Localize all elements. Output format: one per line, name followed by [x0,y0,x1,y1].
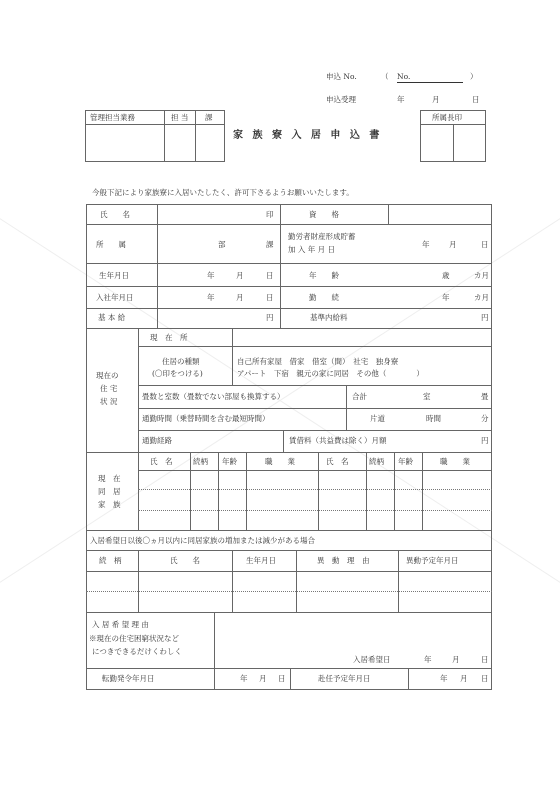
intro-text: 今般下記により家族寮に入居いたしたく、許可下さるようお願いいたします。 [92,188,354,197]
qualification-label: 資 格 [309,210,339,219]
commute-one-way: 片道 [370,414,385,423]
family-col-relation-2: 続柄 [369,457,384,466]
family-col-job-2: 職 業 [440,457,470,466]
base-internal-label: 基準内給料 [310,313,348,322]
leave-month: 月 [460,674,468,683]
base-salary-yen: 円 [266,313,274,322]
reason-label-1: 入 居 希 望 理 由 [92,620,149,629]
change-col-relation: 続 柄 [99,556,122,565]
change-col-planned: 異動予定年月日 [406,556,459,565]
route-field[interactable] [200,431,282,451]
join-month: 月 [236,293,244,302]
reason-field[interactable] [215,613,491,651]
housing-side-label-1: 現在の [96,371,119,380]
family-side-label-2: 同 居 [98,487,121,496]
savings-year: 年 [422,240,430,249]
dept-unit: 部 [218,240,226,249]
application-no-label: 申込 No. [326,72,357,81]
join-day: 日 [266,293,274,302]
desired-month: 月 [452,655,460,664]
join-year: 年 [207,293,215,302]
change-note: 入居希望日以後〇ヵ月以内に同居家族の増加または減少がある場合 [90,536,315,545]
housing-side-label-3: 状 況 [100,397,118,406]
rooms-total-label: 合計 [352,392,367,401]
application-no-field[interactable]: No. [397,72,463,83]
rooms-label: 畳数と室数（畳数でない部屋も換算する） [142,392,285,401]
family-col-age-2: 年齢 [398,457,413,466]
name-field[interactable] [158,205,268,223]
change-col-reason: 異 動 理 由 [317,556,370,565]
housing-side-label-2: 住 宅 [100,384,118,393]
housing-type-label-1: 住居の種類 [162,357,200,366]
dept-head-stamp[interactable] [421,125,452,161]
address-label: 現 在 所 [150,333,188,342]
transfer-month: 月 [259,674,267,683]
commute-label: 通勤時間（乗替時間を含む最短時間） [142,414,270,423]
housing-type-label-2: (〇印をつける) [152,369,203,378]
received-label: 申込受理 [326,95,356,104]
family-col-relation-1: 続柄 [193,457,208,466]
birth-month: 月 [236,271,244,280]
savings-label-2: 加 入 年 月 日 [288,245,336,254]
commute-hours: 時間 [426,414,441,423]
birth-label: 生年月日 [99,271,129,280]
commute-minutes: 分 [481,414,489,423]
housing-options-1[interactable]: 自己所有家屋 借家 借室（間） 社宅 独身寮 [237,357,399,366]
dept-head-label: 所属長印 [432,113,462,122]
desired-day: 日 [481,655,489,664]
name-label: 氏 名 [100,210,130,219]
family-col-name-2: 氏 名 [326,457,349,466]
birth-day: 日 [266,271,274,280]
age-label: 年 齢 [309,271,339,280]
base-internal-yen: 円 [481,313,489,322]
family-side-label-3: 家 族 [98,500,121,509]
leave-date-label: 赴任予定年月日 [318,674,371,683]
document-title: 家 族 寮 入 居 申 込 書 [233,130,383,141]
received-year: 年 [397,95,405,104]
savings-day: 日 [481,240,489,249]
section-unit: 課 [266,240,274,249]
reason-label-2: ※現在の住宅困窮状況など [89,634,179,643]
housing-options-2[interactable]: アパート 下宿 親元の家に同居 その他（ ） [237,369,424,378]
transfer-year: 年 [240,674,248,683]
received-month: 月 [432,95,440,104]
birth-year: 年 [207,271,215,280]
application-no-close: ） [470,72,478,81]
change-col-name: 氏 名 [170,556,200,565]
age-unit-months: カ月 [474,271,489,280]
section-label: 課 [205,113,213,122]
tatami-unit: 畳 [481,392,489,401]
leave-day: 日 [481,674,489,683]
application-no-open: （ [381,72,389,81]
received-day: 日 [472,95,480,104]
address-field[interactable] [233,329,491,345]
dept-head-stamp-2[interactable] [454,125,485,161]
mgmt-dept-stamp[interactable] [86,125,163,161]
leave-year: 年 [440,674,448,683]
affiliation-dept-field[interactable] [158,225,214,262]
in-charge-stamp[interactable] [165,125,194,161]
family-col-name-1: 氏 名 [150,457,173,466]
rent-label: 賃借料（共益費は除く）月額 [289,436,387,445]
affiliation-label: 所 属 [96,240,126,249]
mgmt-dept-label: 管理担当業務 [90,113,135,122]
savings-label-1: 勤労者財産形成貯蓄 [288,232,356,241]
base-salary-label: 基 本 給 [98,313,126,322]
desired-year: 年 [424,655,432,664]
rooms-unit: 室 [423,392,431,401]
transfer-date-label: 転勤発令年月日 [102,674,155,683]
savings-month: 月 [449,240,457,249]
seal-mark: 印 [266,210,274,219]
qualification-field[interactable] [389,205,491,223]
service-unit-months: カ月 [474,293,489,302]
family-col-job-1: 職 業 [265,457,295,466]
section-stamp[interactable] [196,125,224,161]
rent-yen: 円 [481,436,489,445]
transfer-day: 日 [278,674,286,683]
family-col-age-1: 年齢 [222,457,237,466]
route-label: 通勤経路 [142,436,172,445]
reason-label-3: につきできるだけくわしく [92,647,182,656]
family-side-label-1: 現 在 [98,474,121,483]
service-label: 勤 続 [309,293,339,302]
age-unit-years: 歳 [442,271,450,280]
join-date-label: 入社年月日 [96,293,134,302]
service-unit-years: 年 [442,293,450,302]
desired-date-label: 入居希望日 [353,655,391,664]
in-charge-label: 担 当 [171,113,189,122]
change-col-birth: 生年月日 [246,556,276,565]
